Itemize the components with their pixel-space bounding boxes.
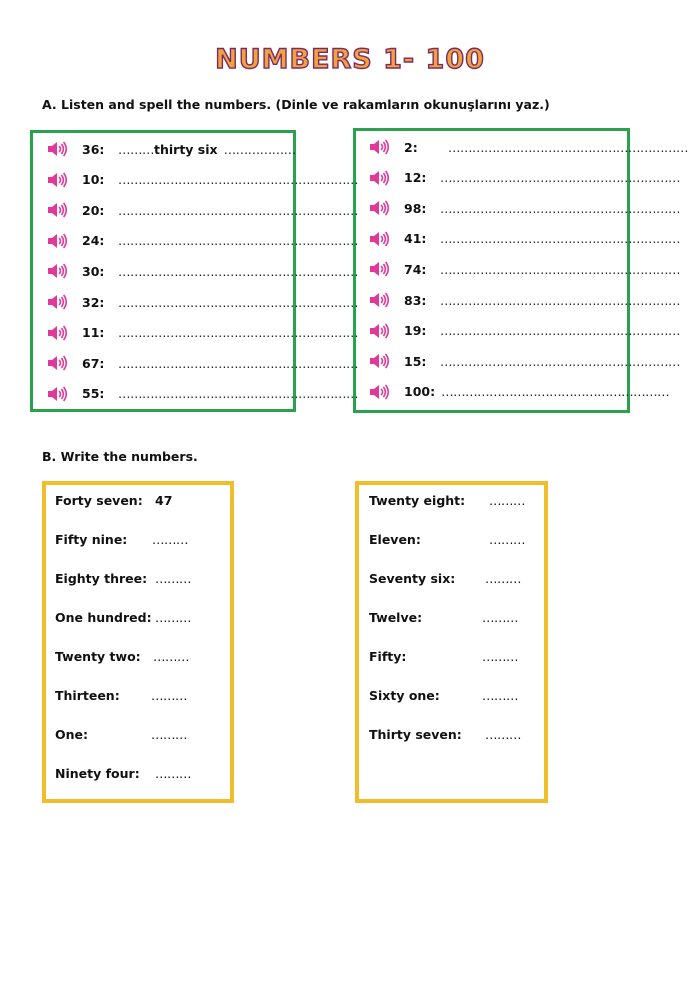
listen-row-right xyxy=(368,137,688,157)
answer-blank[interactable]: ……… xyxy=(485,571,521,586)
listen-row-right xyxy=(368,259,680,279)
write-row-right xyxy=(369,530,539,550)
answer-blank[interactable]: …………………………………………………… xyxy=(118,172,358,188)
number-label: 19: xyxy=(404,323,427,339)
answer-blank[interactable]: ……… xyxy=(155,766,191,781)
answer-blank[interactable]: ……… xyxy=(482,610,518,625)
answer-blank[interactable]: …………………………………………………… xyxy=(440,353,680,369)
answer-blank[interactable]: ……… xyxy=(155,610,191,625)
number-label: 32: xyxy=(82,294,105,310)
answer-blank[interactable]: ……… xyxy=(482,649,518,664)
write-row-left xyxy=(55,491,225,511)
answer-blank[interactable]: ……… xyxy=(152,532,188,547)
number-label: 10: xyxy=(82,172,105,188)
number-word: Twenty eight: xyxy=(369,493,466,508)
section-a-instruction: A. Listen and spell the numbers. (Dinle ve rakamların okunuşlarını yaz.) xyxy=(42,97,550,112)
worksheet-title: NUMBERS 1- 100 xyxy=(215,44,485,75)
answer-blank[interactable]: …………………………………………………… xyxy=(440,261,680,277)
answer-blank[interactable]: ……………… xyxy=(223,141,296,157)
number-label: 98: xyxy=(404,200,427,216)
speaker-icon[interactable] xyxy=(46,324,68,342)
number-label: 12: xyxy=(404,170,427,186)
listen-row-left xyxy=(46,323,358,343)
number-label: 11: xyxy=(82,325,105,341)
answer-blank[interactable]: ………………………………………………… xyxy=(441,384,670,400)
answer-blank[interactable]: …………………………………………………… xyxy=(440,200,680,216)
listen-row-left xyxy=(46,231,358,251)
number-label: 36: xyxy=(82,141,105,157)
write-row-right xyxy=(369,725,539,745)
number-word: One hundred: xyxy=(55,610,152,625)
listen-row-left xyxy=(46,170,358,190)
speaker-icon[interactable] xyxy=(368,352,390,370)
listen-row-left xyxy=(46,292,358,312)
speaker-icon[interactable] xyxy=(368,322,390,340)
write-row-right xyxy=(369,608,539,628)
speaker-icon[interactable] xyxy=(46,293,68,311)
write-row-left xyxy=(55,686,225,706)
speaker-icon[interactable] xyxy=(368,138,390,156)
speaker-icon[interactable] xyxy=(46,262,68,280)
listen-row-right xyxy=(368,351,680,371)
speaker-icon[interactable] xyxy=(368,260,390,278)
number-word: Sixty one: xyxy=(369,688,440,703)
number-label: 100: xyxy=(404,384,436,400)
write-row-right xyxy=(369,491,539,511)
listen-row-right xyxy=(368,229,680,249)
answer-blank[interactable]: ……… xyxy=(151,688,187,703)
speaker-icon[interactable] xyxy=(46,201,68,219)
number-word: Twelve: xyxy=(369,610,423,625)
answer-blank[interactable]: ……… xyxy=(118,141,154,157)
answer-blank[interactable]: ……… xyxy=(155,571,191,586)
speaker-icon[interactable] xyxy=(368,291,390,309)
write-row-right xyxy=(369,686,539,706)
write-row-right xyxy=(369,647,539,667)
number-label: 15: xyxy=(404,353,427,369)
number-label: 20: xyxy=(82,202,105,218)
answer-blank[interactable]: ……… xyxy=(482,688,518,703)
number-word: Forty seven: xyxy=(55,493,143,508)
speaker-icon[interactable] xyxy=(46,140,68,158)
number-word: One: xyxy=(55,727,89,742)
number-word: Eleven: xyxy=(369,532,421,547)
answer-blank[interactable]: …………………………………………………… xyxy=(118,263,358,279)
number-word: Thirteen: xyxy=(55,688,120,703)
answer-blank[interactable]: …………………………………………………… xyxy=(440,170,680,186)
answer-blank[interactable]: ……… xyxy=(153,649,189,664)
write-row-left xyxy=(55,530,225,550)
answer-blank[interactable]: …………………………………………………… xyxy=(440,292,680,308)
speaker-icon[interactable] xyxy=(368,169,390,187)
listen-row-right xyxy=(368,321,680,341)
speaker-icon[interactable] xyxy=(368,383,390,401)
answer-blank[interactable]: …………………………………………………… xyxy=(118,355,358,371)
number-label: 83: xyxy=(404,292,427,308)
answer-blank[interactable]: ……… xyxy=(485,727,521,742)
write-row-left xyxy=(55,725,225,745)
write-row-left xyxy=(55,608,225,628)
number-label: 67: xyxy=(82,355,105,371)
answer-blank[interactable]: …………………………………………………… xyxy=(440,231,680,247)
number-word: Seventy six: xyxy=(369,571,456,586)
number-label: 74: xyxy=(404,261,427,277)
number-word: Fifty: xyxy=(369,649,407,664)
answer-blank[interactable]: ……… xyxy=(489,493,525,508)
listen-row-right xyxy=(368,290,680,310)
number-label: 41: xyxy=(404,231,427,247)
listen-row-left xyxy=(46,139,296,159)
answer-blank[interactable]: …………………………………………………… xyxy=(118,386,358,402)
answer-blank[interactable]: ……… xyxy=(151,727,187,742)
number-label: 2: xyxy=(404,139,418,155)
number-label: 24: xyxy=(82,233,105,249)
answer-blank[interactable]: …………………………………………………… xyxy=(118,294,358,310)
speaker-icon[interactable] xyxy=(46,232,68,250)
listen-row-right xyxy=(368,198,680,218)
write-row-left xyxy=(55,647,225,667)
number-label: 55: xyxy=(82,386,105,402)
listen-row-left xyxy=(46,261,358,281)
listen-row-right xyxy=(368,168,680,188)
listen-row-left xyxy=(46,384,358,404)
write-row-left xyxy=(55,569,225,589)
listen-row-right xyxy=(368,382,669,402)
speaker-icon[interactable] xyxy=(368,199,390,217)
answer-blank[interactable]: ……… xyxy=(489,532,525,547)
speaker-icon[interactable] xyxy=(46,354,68,372)
answer-blank[interactable]: …………………………………………………… xyxy=(118,233,358,249)
number-word: Fifty nine: xyxy=(55,532,128,547)
number-word: Eighty three: xyxy=(55,571,148,586)
speaker-icon[interactable] xyxy=(46,171,68,189)
answer-text[interactable]: thirty six xyxy=(154,141,218,157)
write-row-right xyxy=(369,569,539,589)
write-row-left xyxy=(55,764,225,784)
number-word: Thirty seven: xyxy=(369,727,462,742)
answer-blank[interactable]: …………………………………………………… xyxy=(448,139,688,155)
number-label: 30: xyxy=(82,263,105,279)
answer-text[interactable]: 47 xyxy=(155,493,173,508)
speaker-icon[interactable] xyxy=(46,385,68,403)
section-b-instruction: B. Write the numbers. xyxy=(42,449,198,464)
listen-row-left xyxy=(46,353,358,373)
number-word: Twenty two: xyxy=(55,649,141,664)
answer-blank[interactable]: …………………………………………………… xyxy=(118,325,358,341)
answer-blank[interactable]: …………………………………………………… xyxy=(118,202,358,218)
speaker-icon[interactable] xyxy=(368,230,390,248)
number-word: Ninety four: xyxy=(55,766,140,781)
listen-row-left xyxy=(46,200,358,220)
answer-blank[interactable]: …………………………………………………… xyxy=(440,323,680,339)
